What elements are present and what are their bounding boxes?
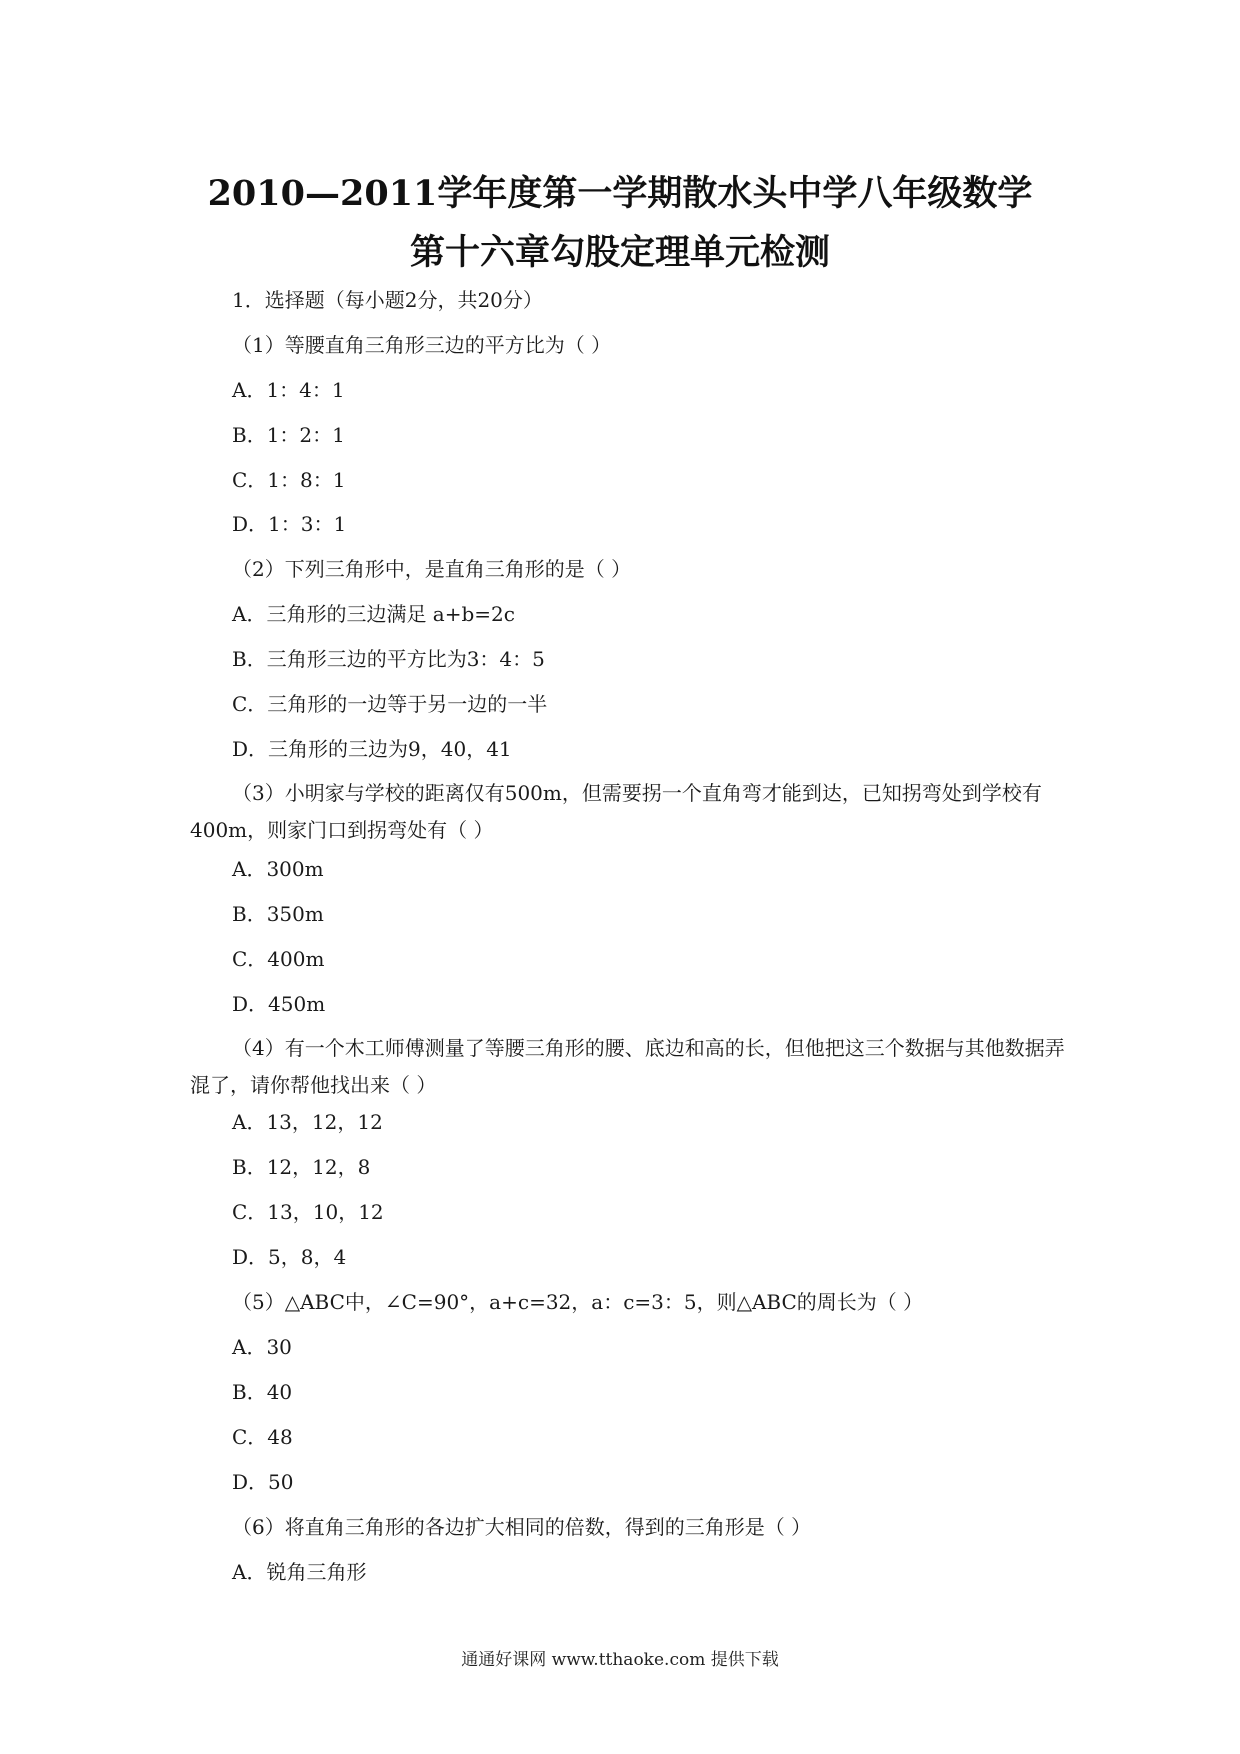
question-4-stem: （4）有一个木工师傅测量了等腰三角形的腰、底边和高的长，但他把这三个数据与其他数据弄混了，请你帮他找出来（ ）	[190, 1036, 1065, 1097]
document-title-line1: 2010—2011学年度第一学期散水头中学八年级数学	[207, 173, 1033, 214]
question-5-option-b: B．40	[232, 1380, 293, 1404]
question-2-stem: （2）下列三角形中，是直角三角形的是（ ）	[232, 557, 632, 581]
question-2-option-d: D．三角形的三边为9，40，41	[232, 737, 512, 761]
section-heading: 1．选择题（每小题2分，共20分）	[232, 288, 543, 312]
question-5-option-a: A．30	[232, 1335, 292, 1359]
question-3-option-d: D．450m	[232, 992, 326, 1016]
question-4-option-a: A．13，12，12	[232, 1110, 383, 1134]
question-2-option-a: A．三角形的三边满足 a+b=2c	[232, 602, 515, 626]
question-1-option-b: B．1：2：1	[232, 423, 345, 447]
question-3-option-a: A．300m	[232, 857, 324, 881]
question-2-option-c: C．三角形的一边等于另一边的一半	[232, 692, 548, 716]
question-1-option-d: D．1：3：1	[232, 512, 347, 536]
question-4-option-c: C．13，10，12	[232, 1200, 384, 1224]
question-5-option-c: C．48	[232, 1425, 293, 1449]
question-4-option-d: D．5，8，4	[232, 1245, 347, 1269]
question-1-stem: （1）等腰直角三角形三边的平方比为（ ）	[232, 333, 612, 357]
question-4-option-b: B．12，12，8	[232, 1155, 371, 1179]
question-3-option-b: B．350m	[232, 902, 324, 926]
question-1-option-a: A．1：4：1	[232, 378, 345, 402]
page-footer: 通通好课网 www.tthaoke.com 提供下载	[461, 1650, 779, 1670]
question-5-stem: （5）△ABC中，∠C=90°，a+c=32，a：c=3：5，则△ABC的周长为（ ）	[232, 1290, 924, 1314]
question-5-option-d: D．50	[232, 1470, 294, 1494]
question-3-option-c: C．400m	[232, 947, 325, 971]
question-6-option-a: A．锐角三角形	[232, 1560, 367, 1584]
question-3-stem: （3）小明家与学校的距离仅有500m，但需要拐一个直角弯才能到达，已知拐弯处到学校有400m，则家门口到拐弯处有（ ）	[190, 781, 1042, 842]
document-title-line2: 第十六章勾股定理单元检测	[409, 232, 830, 273]
question-2-option-b: B．三角形三边的平方比为3：4：5	[232, 647, 545, 671]
question-1-option-c: C．1：8：1	[232, 468, 346, 492]
question-6-stem: （6）将直角三角形的各边扩大相同的倍数，得到的三角形是（ ）	[232, 1515, 812, 1539]
